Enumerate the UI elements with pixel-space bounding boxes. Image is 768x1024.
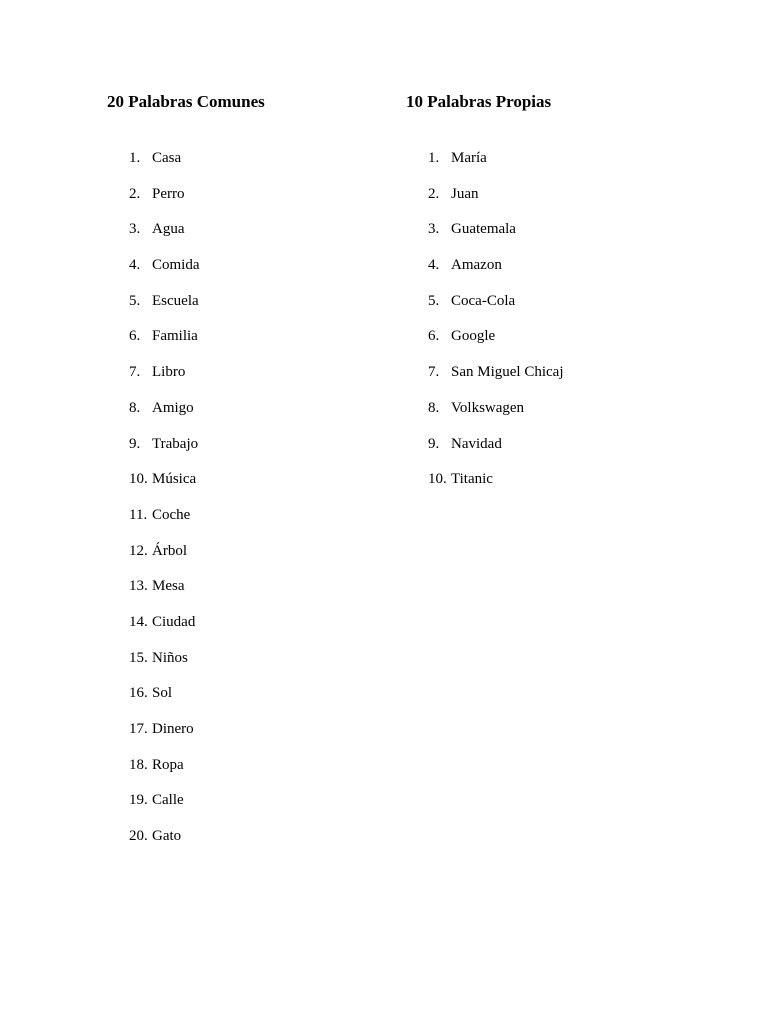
list-word: Perro (152, 185, 185, 202)
common-word-item (129, 432, 200, 468)
common-word-item (129, 289, 200, 325)
common-word-item (129, 324, 200, 360)
list-number: 9. (129, 435, 141, 452)
list-word: Sol (152, 685, 173, 702)
list-number: 1. (428, 150, 440, 166)
list-number: 8. (129, 399, 141, 416)
list-word: Agua (152, 221, 185, 238)
list-number: 7. (129, 364, 141, 381)
list-word: Dinero (152, 721, 194, 737)
common-word-item (129, 824, 200, 860)
common-words-list (129, 146, 200, 860)
common-word-item (129, 717, 200, 753)
list-number: 11. (129, 506, 148, 523)
list-number: 3. (129, 221, 141, 238)
common-word-item (129, 217, 200, 253)
common-word-item (129, 182, 200, 218)
list-word: Mesa (152, 578, 185, 595)
list-number: 19. (129, 792, 148, 809)
proper-words-section (406, 90, 706, 488)
common-word-item (129, 467, 200, 503)
proper-words-heading: 10 Palabras Propias (406, 92, 552, 111)
list-word: Amigo (152, 399, 194, 416)
list-word: Juan (451, 185, 479, 202)
list-number: 2. (129, 185, 141, 202)
list-word: Escuela (152, 292, 199, 309)
list-word: Árbol (152, 542, 187, 559)
common-word-item (129, 646, 200, 682)
list-number: 8. (428, 399, 440, 416)
list-word: Niños (152, 649, 188, 666)
common-word-item (129, 681, 200, 717)
list-word: Amazon (451, 257, 502, 274)
proper-word-item (428, 467, 564, 503)
list-word: Trabajo (152, 435, 199, 452)
list-word: Calle (152, 792, 184, 809)
list-word: Titanic (451, 471, 493, 488)
list-number: 14. (129, 613, 148, 630)
common-word-item (129, 146, 200, 182)
common-word-item (129, 610, 200, 646)
list-word: Coca-Cola (451, 292, 516, 309)
common-word-item (129, 253, 200, 289)
list-word: Comida (152, 257, 200, 274)
proper-word-item (428, 253, 564, 289)
list-number: 4. (428, 257, 440, 274)
proper-word-item (428, 324, 564, 360)
list-number: 15. (129, 649, 148, 666)
list-number: 3. (428, 221, 440, 238)
list-word: María (451, 150, 487, 166)
list-word: Google (451, 328, 496, 345)
list-number: 7. (428, 364, 440, 381)
list-word: Ciudad (152, 613, 196, 630)
proper-word-item (428, 182, 564, 218)
common-words-section (107, 90, 387, 845)
proper-word-item (428, 217, 564, 253)
proper-word-item (428, 289, 564, 325)
list-word: Volkswagen (451, 399, 525, 416)
list-number: 2. (428, 185, 440, 202)
list-number: 6. (428, 328, 440, 345)
common-word-item (129, 503, 200, 539)
proper-word-item (428, 146, 564, 182)
list-word: Ropa (152, 756, 184, 773)
list-number: 9. (428, 435, 440, 452)
list-word: Coche (152, 506, 191, 523)
common-word-item (129, 574, 200, 610)
proper-word-item (428, 360, 564, 396)
list-number: 10. (428, 471, 447, 488)
common-word-item (129, 396, 200, 432)
common-word-item (129, 753, 200, 789)
common-word-item (129, 360, 200, 396)
common-word-item (129, 788, 200, 824)
list-word: Casa (152, 150, 182, 166)
list-word: Guatemala (451, 221, 516, 238)
list-number: 6. (129, 328, 141, 345)
common-word-item (129, 539, 200, 575)
list-number: 12. (129, 542, 148, 559)
list-word: Libro (152, 364, 186, 381)
list-number: 20. (129, 828, 148, 845)
list-number: 4. (129, 257, 141, 274)
list-number: 1. (129, 150, 141, 166)
list-word: San Miguel Chicaj (451, 364, 564, 381)
list-word: Gato (152, 828, 182, 845)
proper-word-item (428, 396, 564, 432)
list-number: 13. (129, 578, 148, 595)
list-number: 18. (129, 756, 148, 773)
list-number: 5. (428, 292, 440, 309)
proper-words-list (428, 146, 564, 503)
common-words-heading: 20 Palabras Comunes (107, 92, 265, 111)
proper-word-item (428, 432, 564, 468)
list-word: Música (152, 471, 197, 488)
list-number: 5. (129, 292, 141, 309)
list-number: 17. (129, 721, 148, 737)
list-number: 10. (129, 471, 148, 488)
list-word: Navidad (451, 435, 502, 452)
list-number: 16. (129, 685, 148, 702)
list-word: Familia (152, 328, 198, 345)
